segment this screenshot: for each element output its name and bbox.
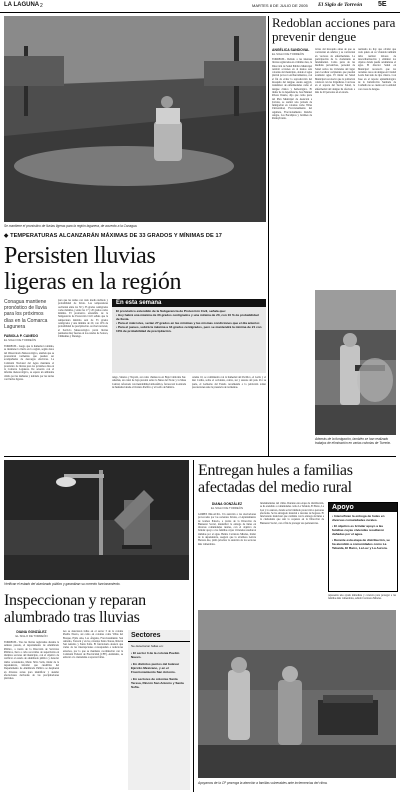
- dengue-body-1: TORREÓN.- Debido a las intensas lluvias registradas en el último mes, la Dirección de Salud Pública Municipal redobló acciones en al menos seis colonias del municipio, donde el agua pluvial provocó encharcamientos, con el fin de evitar la reproducción del mosquito del dengue. Aedes aegypti, transmisor de enfermedades como el dengue clásico y hemorrágico. El titular de la dependencia, José Manuel Rivero Duarte, dijo que como parte del Plan Municipal de Atención a Lluvias, se realizó una jornada de fumigación en colonias como Villas Universidad, Fraccionamiento del Aguilera, Fraccionamiento Rancho Alegre, Los Eucaliptos y Jardines de Pennsylvania.: [272, 58, 312, 121]
- info-box-item: • Para el miércoles, serían 27 grados en las mínimas y las mismas condiciones que el día anterior.: [116, 321, 260, 325]
- info-box-item: • Para el jueves, subirá la máxima a 34 grados centígrados, pero se mantendrá la mínima de 21 con 10% de probabilidad de precipitación.: [116, 325, 262, 333]
- diamond-icon: ◆: [4, 233, 11, 239]
- newspaper-name: El Siglo de Torreón: [318, 2, 363, 8]
- hules-byline: DIANA GONZÁLEZ: [211, 502, 243, 506]
- dengue-col-1: [272, 48, 312, 56]
- streetlight-caption: Verifican el estado del alumbrado público y garantizan su correcto funcionamiento.: [4, 582, 121, 586]
- info-box-item: • Hoy habrá una máxima de 33 grados centígrados y una mínima de 20, con 10 % de probabilidad de lluvia.: [116, 313, 259, 321]
- page-header: [0, 0, 400, 13]
- hules-headline: [198, 462, 396, 496]
- kicker-text: TEMPERATURAS ALCANZARÁN MÁXIMAS DE 33 GRADOS Y MÍNIMAS DE 17: [10, 233, 222, 239]
- rain-street-image: [4, 16, 266, 222]
- hules-body-3: representa una ayuda inmediata y concreta para proteger a las familias más vulnerables, señaló Carrizoza Mireles.: [328, 594, 396, 601]
- article-body-4: oriente 10, se combinarán con la humedad del Pacífico, el Golfo y el mar Caribe, sobre el occidente, centro, sur y sureste del país. Por su parte, el Gobierno del Estado recomienda a la población tomar precauciones ante la presencia de tormentas.: [192, 376, 266, 389]
- hules-headline-line-1: Entregan hules a familias: [198, 462, 353, 479]
- dengue-headline: Redoblan acciones para prevenir dengue: [272, 15, 396, 44]
- fumigation-photo: [315, 290, 396, 435]
- article-col-1: [4, 299, 54, 457]
- hules-col-1: [198, 502, 256, 605]
- sectors-box: [128, 630, 190, 790]
- hules-body-2: fundamentales del clima. Durante esta etapa de distribución, se ha atendido a comunidades como La Tebaida, El Barro, La Luz y La Aurora, donde se ha brindado protección a personas afectadas. Se ha entregado material a decenas de hogares. El funcionario mencionó que continúa con la entrega de hules a la ciudadanía que aún lo requiera en la Dirección de Bienestar Social, con el fin de proteger sus pertenencias.: [260, 502, 324, 525]
- streetlight-headline: [4, 592, 192, 626]
- sectors-title: Sectores: [128, 630, 190, 642]
- headline-line-2: ligeras en la región: [4, 269, 182, 295]
- fumigation-caption: Además de la fumigación, también se han realizado trabajos de eliminación en varias colonias de Torreón.: [315, 437, 392, 445]
- headline-line-1: Persisten lluvias: [4, 243, 156, 269]
- section-name: LA LAGUNA: [4, 2, 40, 8]
- main-headline: [4, 243, 268, 295]
- rain-street-photo: [4, 16, 266, 222]
- info-box-title: En esta semana: [112, 299, 266, 307]
- streetlight-byline-outlet: EL SIGLO DE TORREÓN: [15, 634, 48, 638]
- article-body-3: rango, Sinaloa y Nayarit, así como chubascos en Baja California Sur. Además, un canal de baja presión sobre la Mesa del Norte y la Mesa Central, reforzado con inestabilidad atmosférica, favorecerá la entrada de humedad desde el Océano Pacífico y el Golfo de México.: [112, 376, 186, 389]
- byline: FABIOLA P. CANEDO: [4, 334, 39, 339]
- info-box-item: El pronóstico extendido de la Subgerencia de Protección Civil, señala que:: [116, 309, 227, 313]
- headline-kicker: [4, 233, 268, 239]
- hules-photo: [198, 610, 396, 778]
- fumigation-image: [315, 290, 396, 435]
- issue-date: MARTES 8 DE JULIO DE 2005: [252, 3, 308, 8]
- apoyo-item: • Intensifican la entrega de hules en diversas comunidades rurales.: [332, 514, 385, 522]
- dengue-byline-outlet: EL SIGLO DE TORREÓN: [272, 52, 304, 56]
- streetlight-col-1: [4, 630, 59, 789]
- hules-headline-line-2: afectadas del medio rural: [198, 479, 352, 496]
- sectors-item: • En distintos puntos del bulevar Ejército Mexicano, y en el Fraccionamiento San Antonio.: [131, 662, 180, 674]
- sectors-list: [128, 642, 190, 691]
- hules-image: [198, 610, 396, 778]
- apoyo-item: • Durante esta etapa de distribución, se ha atendido a comunidades como La Tebaida, El Barro, La Luz y La Aurora.: [332, 538, 390, 550]
- streetlight-body-2: nes se detectaron fallas en el sector 3 de la colonia Pueblo Nuevo, así como en colonias como Villas del Bosque, Ejido Ana, Los Ángeles, Fraccionamiento San Antonio, Torreón y en las colonias Santa Teresa, Rincón San Antonio y Santa Sofía. El funcionario destacó que varias de las interrupciones corresponden a reductores externos, por lo que se mantiene coordinación con la Comisión Federal de Electricidad (CFE). Asimismo, se exhortó a la ciudadanía a reportar fallas.: [63, 630, 123, 660]
- dengue-body-2: larvas del mosquito antes de que se conviertan en adultos y se conviertan en vectores de enfermedades. La participación de la ciudadanía es fundamental. Como parte de las medidas preventivas, personal de Salud revisa las viviendas del lugar para localizar recipientes que puedan acumular agua. El titular de Salud Municipal reconoció que la población colaboró con los brigadistas. Con base en el reporte del Sector Salud, la enfermedad del dengue ha afectado a más de 20 personas en el estado.: [315, 48, 355, 94]
- sectors-item: • El sector 3 de la colonia Pueblo Nuevo.: [131, 651, 180, 659]
- page-code: 5E: [378, 1, 387, 8]
- dengue-byline: ANGÉLICA SANDOVAL: [272, 48, 310, 52]
- streetlight-headline-line-1: Inspeccionan y reparan: [4, 592, 146, 609]
- hules-byline-outlet: EL SIGLO DE TORREÓN: [211, 506, 243, 510]
- hules-body-1: GÓMEZ PALACIO.- Un atención a las afectaciones provocadas por las recientes lluvias, el Ayuntamiento de Gómez Palacio, a través de la Dirección de Bienestar Social, intensificó la entrega de hules en diversas comunidades rurales, con el objetivo de brindar apoyo a las familias cuyas viviendas resultaron dañadas por el agua. Benito Carrizoza Mireles, titular de la dependencia, aseguró que la alcaldesa Leticia Herrera Ale, pidió priorizar la atención de los sectores más vulnerables.: [198, 513, 256, 546]
- page-number: 2: [40, 2, 43, 9]
- info-box-week: [112, 299, 266, 373]
- byline-outlet: EL SIGLO DE TORREÓN: [4, 338, 36, 343]
- streetlight-headline-line-2: alumbrado tras lluvias: [4, 609, 140, 626]
- hules-caption: Apoyamos de la CP prorroga la atención a familias vulnerables ante inclemencias del clima.: [198, 781, 328, 785]
- apoyo-box: [328, 502, 398, 592]
- article-body-2: para que las tardes con cielo medio nublado y probabilidad de lluvia. Las temperaturas oscilarían entre los 30 y 33 grados centígrados como máxima, y entre los 17 y 20 grados como mínima. El pronóstico extendido de la Subgerencia de Protección Civil señala que la temperatura máxima será de 33 grados centígrados y una mínima de 20, con 10% de probabilidad de precipitación. A nivel nacional, el Servicio Meteorológico prevé lluvias puntuales muy fuertes en los estados de Sonora, Chihuahua y Durango.: [58, 299, 108, 339]
- article-deck: Conagua mantiene pronóstico de lluvia para los próximos días en la Comarca Lagunera: [4, 299, 48, 330]
- streetlight-byline: DIANA GONZÁLEZ: [16, 630, 47, 634]
- apoyo-item: • El objetivo es brindar apoyo a las familias cuyas viviendas resultaron dañadas por el agua.: [332, 524, 385, 536]
- sectors-item: • En sectores de colonias Santa Teresa, Rincón San Antonio y Santa Sofía.: [131, 677, 184, 689]
- sectors-intro: Se detectaron fallas en:: [131, 644, 164, 648]
- column-divider: [268, 16, 269, 456]
- article-body-1: TORREÓN.- Luego que la humedad continúa, se mantiene la lluvia en la región, según datos del Observatorio Meteorológico, además que se pronostican tormentas que pueden ser acompañadas de descargas eléctricas. La Comisión Nacional del Agua mantiene el pronóstico de lluvias para los próximos días en la Comarca Lagunera. De acuerdo con el informe meteorológico, se espera un ambiente cálido por las mañanas y nublado por las tardes con lluvias ligeras.: [4, 345, 54, 381]
- streetlight-photo: [4, 460, 189, 580]
- info-box-list: [112, 307, 266, 335]
- section-divider: [4, 456, 396, 457]
- streetlight-image: [4, 460, 189, 580]
- column-divider-bottom: [193, 460, 194, 792]
- apoyo-list: [329, 512, 397, 552]
- streetlight-body-1: TORREÓN.- Tras las lluvias registradas durante la semana pasada, el departamento de Alumbrado Público, a través de la Dirección de Servicios Públicos, lleva a cabo recorridos de supervisión en distintos sectores del municipio, con el objetivo de verificar el estado de alumbrado público y detectar daños ocasionados. Mario Silva Solís, titular de la dependencia, informó que cuadrillas del Departamento de Alumbrado Público se desplazan en diversas zonas para identificar y atender afectaciones derivadas de las precipitaciones pluviales.: [4, 641, 59, 681]
- photo-caption: Se mantiene el pronóstico de lluvias ligeras para la región lagunera, de acuerdo a la Conagua.: [4, 224, 138, 228]
- apoyo-title: Apoyo: [329, 503, 397, 512]
- dengue-body-3: realizada no hay que olvidar que cada quien en su vivienda también debe realizar labores de descacharrización y eliminar los objetos donde pueda acumularse el agua. El director Salud en Municipal reconoció que los recientes casos de dengue en Ciudad Lerdo han sido de tipo clásico. Con base en el reporte epidemiológico de la Jurisdicción Sanitaria de Coahuila no se cuenta en la entidad con casos de dengue.: [358, 48, 396, 91]
